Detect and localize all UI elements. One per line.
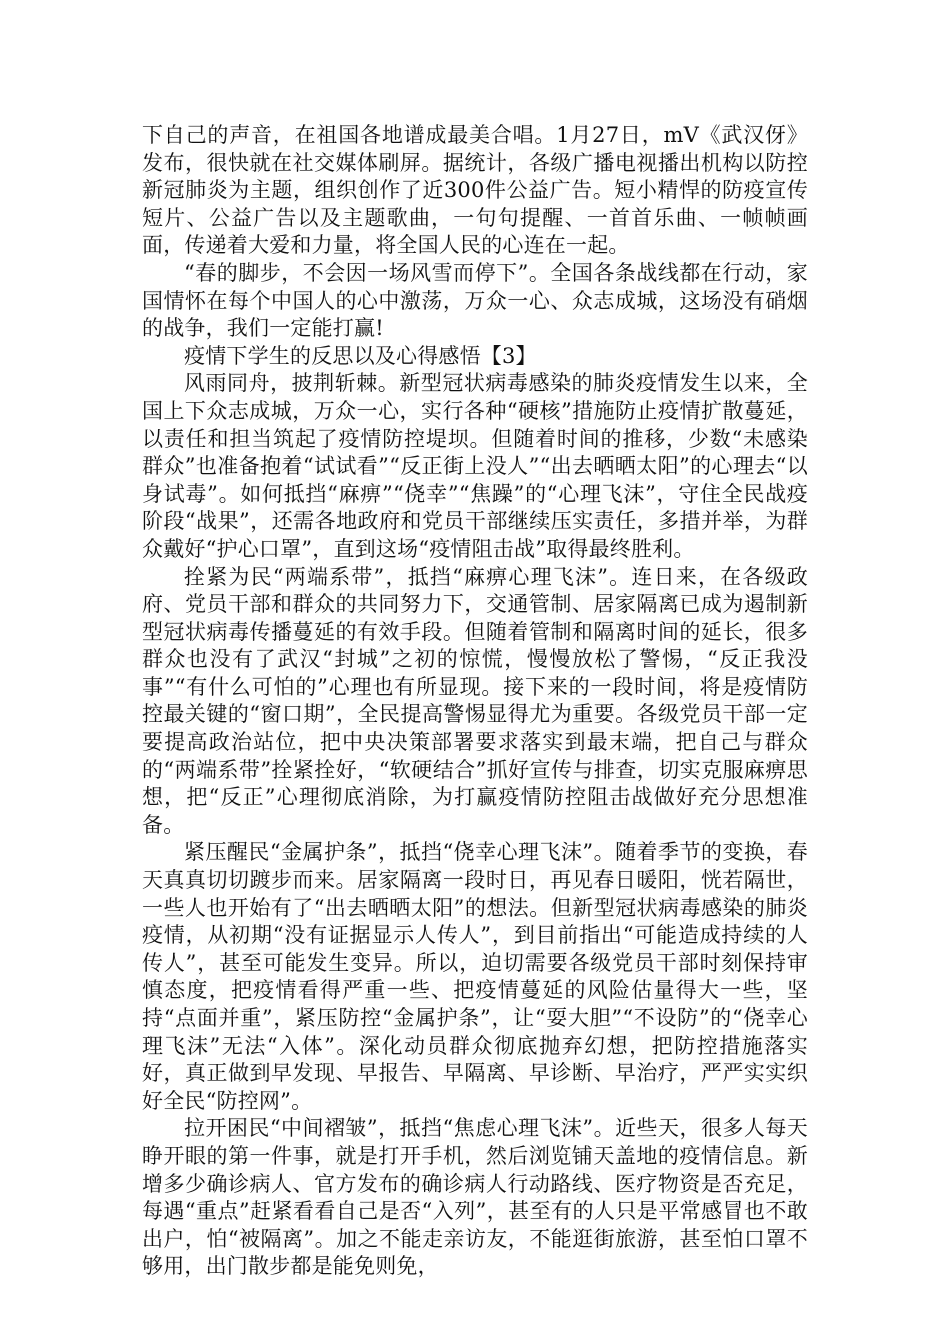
paragraph-numbness-droplets: 拴紧为民“两端系带”，抵挡“麻痹心理飞沫”。连日来，在各级政府、党员干部和群众的共同努力下，交通管制、居家隔离已成为遏制新型冠状病毒传播蔓延的有效手段。但随着管制和隔离时间的延长，很多群众也没有了武汉“封城”之初的惊慌，慢慢放松了警惕，“反正我没事”“有什么可怕的”心理也有所显现。接下来的一段时间，将是疫情防控最关键的“窗口期”，全民提高警惕显得尤为重要。各级党员干部一定要提高政治站位，把中央决策部署要求落实到最末端，把自己与群众的“两端系带”拴紧拴好，“软硬结合”抓好宣传与排查，切实克服麻痹思想，把“反正”心理彻底消除，为打赢疫情防控阻击战做好充分思想准备。 <box>142 564 808 837</box>
section-heading: 疫情下学生的反思以及心得感悟【3】 <box>184 343 537 368</box>
paragraph-continued-intro: 下自己的声音，在祖国各地谱成最美合唱。1月27日，mV《武汉伢》发布，很快就在社交媒体刷屏。据统计，各级广播电视播出机构以防控新冠肺炎为主题，组织创作了近300件公益广告。短小精悍的防疫宣传短片、公益广告以及主题歌曲，一句句提醒、一首首乐曲、一帧帧画面，传递着大爱和力量，将全国人民的心连在一起。 <box>142 123 808 258</box>
paragraph-spring-steps: “春的脚步，不会因一场风雪而停下”。全国各条战线都在行动，家国情怀在每个中国人的心中激荡，万众一心、众志成城，这场没有硝烟的战争，我们一定能打赢! <box>142 260 808 341</box>
document-body <box>142 122 808 1281</box>
paragraph-anxiety-droplets: 拉开困民“中间褶皱”，抵挡“焦虑心理飞沫”。近些天，很多人每天睁开眼的第一件事，就是打开手机，然后浏览铺天盖地的疫情信息。新增多少确诊病人、官方发布的确诊病人行动路线、医疗物资是否充足，每遇“重点”赶紧看看自己是否“入列”，甚至有的人只是平常感冒也不敢出户，怕“被隔离”。加之不能走亲访友，不能逛街旅游，甚至怕口罩不够用，出门散步都是能免则免， <box>142 1116 808 1279</box>
paragraph-united-together: 风雨同舟，披荆斩棘。新型冠状病毒感染的肺炎疫情发生以来，全国上下众志成城，万众一心，实行各种“硬核”措施防止疫情扩散蔓延，以责任和担当筑起了疫情防控堤坝。但随着时间的推移，少数“未感染群众”也准备抱着“试试看”“反正街上没人”“出去晒晒太阳”的心理去“以身试毒”。如何抵挡“麻痹”“侥幸”“焦躁”的“心理飞沫”，守住全民战疫阶段“战果”，还需各地政府和党员干部继续压实责任，多措并举，为群众戴好“护心口罩”，直到这场“疫情阻击战”取得最终胜利。 <box>142 371 808 561</box>
paragraph-luck-droplets: 紧压醒民“金属护条”，抵挡“侥幸心理飞沫”。随着季节的变换，春天真真切切踱步而来。居家隔离一段时日，再见春日暖阳，恍若隔世，一些人也开始有了“出去晒晒太阳”的想法。但新型冠状病毒感染的肺炎疫情，从初期“没有证据显示人传人”，到目前指出“可能造成持续的人传人”，甚至可能发生变异。所以，迫切需要各级党员干部时刻保持审慎态度，把疫情看得严重一些、把疫情蔓延的风险估量得大一些，坚持“点面并重”，紧压防控“金属护条”，让“耍大胆”“不设防”的“侥幸心理飞沫”无法“入体”。深化动员群众彻底抛弃幻想，把防控措施落实好，真正做到早发现、早报告、早隔离、早诊断、早治疗，严严实实织好全民“防控网”。 <box>142 840 808 1113</box>
